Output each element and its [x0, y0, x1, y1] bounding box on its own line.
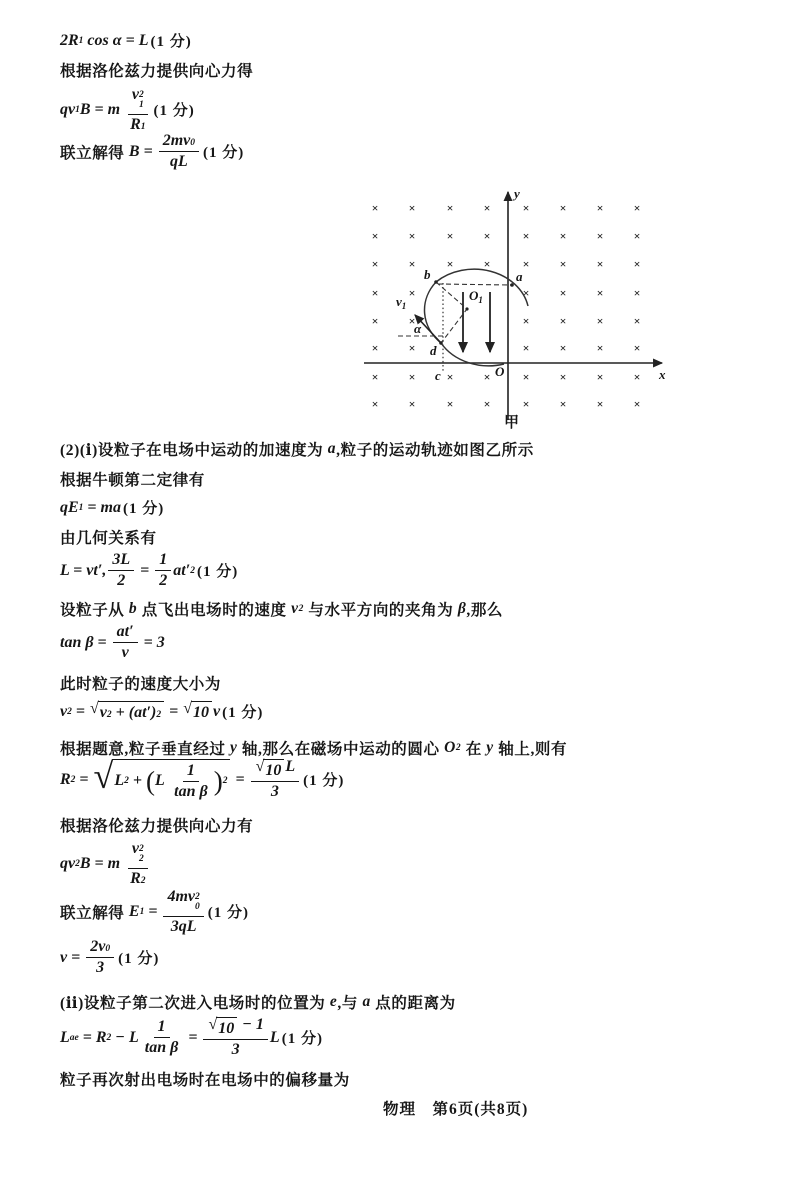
- formula-Lae: L ae = R 2 − L $\frac{1}{\text{tan β}}$ = √ 10 − 1 3 L (1 分): [60, 1016, 323, 1058]
- field-into-page-mark: ×: [446, 397, 454, 411]
- field-into-page-mark: ×: [371, 201, 379, 215]
- field-into-page-mark: ×: [408, 201, 416, 215]
- square-root: √ L 2 + ( L 1 tan β ) 2: [94, 759, 231, 801]
- text-newton-second-law: 根据牛顿第二定律有: [60, 472, 205, 489]
- field-into-page-mark: ×: [596, 370, 604, 384]
- field-into-page-mark: ×: [522, 397, 530, 411]
- field-into-page-mark: ×: [522, 370, 530, 384]
- text-speed-magnitude: 此时粒子的速度大小为: [60, 676, 222, 693]
- field-into-page-mark: ×: [408, 286, 416, 300]
- center-dot-O1: [465, 307, 468, 310]
- score-mark: (1 分): [202, 145, 245, 161]
- field-into-page-mark: ×: [559, 229, 567, 243]
- fraction: v 2 2 R 2: [126, 840, 149, 888]
- field-into-page-mark: ×: [408, 314, 416, 328]
- formula-R2: R 2 = √ L 2 + ( L 1 tan β ) 2 = √ 10 L 3 (1 分): [60, 756, 345, 800]
- text-geometry-relation: 由几何关系有: [60, 530, 157, 547]
- fraction: √ 10 L 3: [251, 758, 300, 801]
- field-into-page-mark: ×: [371, 314, 379, 328]
- field-into-page-mark: ×: [559, 341, 567, 355]
- formula-E1-result: 联立解得 E 1 = 4mv 2 0 3qL (1 分): [60, 888, 249, 935]
- field-into-page-mark: ×: [596, 201, 604, 215]
- score-mark: (1 分): [303, 773, 345, 789]
- x-axis-label: x: [659, 367, 666, 382]
- text-lorentz-provides-centripetal-2: 根据洛伦兹力提供向心力有: [60, 818, 254, 835]
- score-mark: (1 分): [118, 951, 160, 967]
- fraction: $\frac{3L}{2}$: [108, 551, 134, 590]
- point-a: [510, 283, 514, 287]
- field-into-page-mark: ×: [633, 257, 641, 271]
- construction-line-b-a: [438, 284, 511, 285]
- fraction: 2v 0 3: [86, 938, 114, 977]
- figure-caption: 甲: [504, 415, 520, 430]
- field-into-page-mark: ×: [559, 370, 567, 384]
- formula-qv2B: qv 2 B = m v 2 2 R 2: [60, 840, 152, 888]
- score-mark: (1 分): [207, 905, 249, 922]
- point-a-label: a: [516, 269, 523, 284]
- point-c-label: c: [435, 368, 441, 383]
- field-into-page-mark: ×: [371, 397, 379, 411]
- field-into-page-mark: ×: [483, 229, 491, 243]
- page-footer: 物理 第6页(共8页): [383, 1101, 529, 1118]
- field-into-page-mark: ×: [522, 229, 530, 243]
- fraction: $\frac{1}{2}$: [155, 551, 171, 590]
- formula-B-result: 联立解得 B = 2mv 0 qL (1 分): [60, 132, 245, 170]
- field-into-page-mark: ×: [633, 370, 641, 384]
- center-O1-label: $O_1$: [469, 288, 483, 305]
- field-into-page-mark: ×: [371, 229, 379, 243]
- figure-jia-magnetic-field: [356, 182, 692, 430]
- field-into-page-mark: ×: [408, 341, 416, 355]
- square-root: √ v 2 + (at′) 2: [90, 701, 164, 722]
- field-into-page-mark: ×: [559, 314, 567, 328]
- formula-qE1-ma: qE 1 = ma (1 分): [60, 498, 165, 517]
- score-mark: (1 分): [281, 1031, 323, 1047]
- formula-v2: v 2 = √ v 2 + (at′) 2 = √ 10 v (1 分): [60, 700, 264, 721]
- field-into-page-mark: ×: [559, 286, 567, 300]
- field-into-page-mark: ×: [371, 341, 379, 355]
- field-into-page-mark: ×: [633, 201, 641, 215]
- point-b: [434, 280, 438, 284]
- field-into-page-mark: ×: [522, 286, 530, 300]
- fraction: 2mv 0 qL: [159, 132, 199, 171]
- field-into-page-mark: ×: [446, 201, 454, 215]
- field-into-page-mark: ×: [371, 286, 379, 300]
- field-into-page-mark: ×: [408, 229, 416, 243]
- field-into-page-mark: ×: [483, 370, 491, 384]
- square-root: √ 10: [183, 701, 212, 722]
- field-into-page-mark: ×: [633, 229, 641, 243]
- origin-label: O: [495, 364, 505, 379]
- score-mark: (1 分): [150, 34, 192, 50]
- text-lorentz-provides-centripetal-1: 根据洛伦兹力提供向心力得: [60, 63, 254, 80]
- field-into-page-mark: ×: [371, 370, 379, 384]
- field-into-page-mark: ×: [559, 257, 567, 271]
- fraction: $\frac{1}{\text{tan β}}$: [144, 1018, 179, 1056]
- field-into-page-mark: ×: [408, 370, 416, 384]
- velocity-v1-label: $v_1$: [396, 294, 407, 311]
- field-into-page-mark: ×: [596, 397, 604, 411]
- point-d-label: d: [430, 343, 437, 358]
- angle-alpha-label: α: [414, 321, 422, 336]
- field-into-page-mark: ×: [559, 201, 567, 215]
- field-into-page-mark: ×: [559, 397, 567, 411]
- field-into-page-mark: ×: [596, 229, 604, 243]
- field-into-page-mark: ×: [446, 257, 454, 271]
- text-deflection-in-field: 粒子再次射出电场时在电场中的偏移量为: [60, 1072, 350, 1089]
- fraction: v 2 1 R 1: [126, 86, 149, 134]
- score-mark: (1 分): [122, 501, 165, 517]
- fraction: 4mv 2 0 3qL: [163, 888, 203, 936]
- fraction: $\frac{at'}{v}$: [113, 623, 138, 662]
- formula-tan-beta: tan β = $\frac{at'}{v}$ = 3: [60, 623, 165, 661]
- field-into-page-mark: ×: [408, 397, 416, 411]
- y-axis-label: y: [514, 186, 520, 201]
- score-mark: (1 分): [222, 705, 264, 721]
- formula-qv1B: qv 1 B = m v 2 1 R 1 (1 分): [60, 86, 195, 133]
- field-into-page-mark: ×: [371, 257, 379, 271]
- field-into-page-mark: ×: [483, 397, 491, 411]
- point-b-label: b: [424, 267, 431, 282]
- score-mark: (1 分): [153, 103, 195, 120]
- field-into-page-mark: ×: [522, 257, 530, 271]
- field-into-page-mark: ×: [446, 229, 454, 243]
- field-into-page-mark: ×: [596, 341, 604, 355]
- field-into-page-mark: ×: [596, 314, 604, 328]
- formula-2R1cos: 2R 1 cos α = L (1 分): [60, 31, 192, 50]
- field-into-page-mark: ×: [633, 397, 641, 411]
- text-part2-i-intro: (2)(ⅰ)设粒子在电场中运动的加速度为 a ,粒子的运动轨迹如图乙所示: [60, 440, 534, 459]
- text-part2-ii-intro: (ⅱ)设粒子第二次进入电场时的位置为 e ,与 a 点的距离为: [60, 993, 456, 1012]
- field-into-page-mark: ×: [446, 370, 454, 384]
- field-into-page-mark: ×: [408, 257, 416, 271]
- field-into-page-mark: ×: [522, 341, 530, 355]
- field-into-page-mark: ×: [522, 314, 530, 328]
- field-into-page-mark: ×: [633, 314, 641, 328]
- field-into-page-mark: ×: [483, 257, 491, 271]
- text-perpendicular-y-axis: 根据题意,粒子垂直经过 y 轴,那么在磁场中运动的圆心 O 2 在 y 轴上,则有: [60, 739, 568, 758]
- formula-kinematics: L = vt′, $\frac{3L}{2}$ = $\frac{1}{2}$ at′ 2 (1 分): [60, 551, 239, 589]
- field-marks: [372, 201, 641, 411]
- score-mark: (1 分): [196, 564, 239, 580]
- text-exit-angle-beta: 设粒子从 b 点飞出电场时的速度 v 2 与水平方向的夹角为 β ,那么: [60, 600, 504, 619]
- field-into-page-mark: ×: [633, 341, 641, 355]
- field-into-page-mark: ×: [596, 286, 604, 300]
- point-d: [439, 341, 443, 345]
- field-into-page-mark: ×: [596, 257, 604, 271]
- fraction: √ 10 − 1 3: [203, 1016, 267, 1059]
- field-into-page-mark: ×: [483, 201, 491, 215]
- formula-v-result: v = 2v 0 3 (1 分): [60, 938, 160, 976]
- field-into-page-mark: ×: [522, 201, 530, 215]
- field-into-page-mark: ×: [633, 286, 641, 300]
